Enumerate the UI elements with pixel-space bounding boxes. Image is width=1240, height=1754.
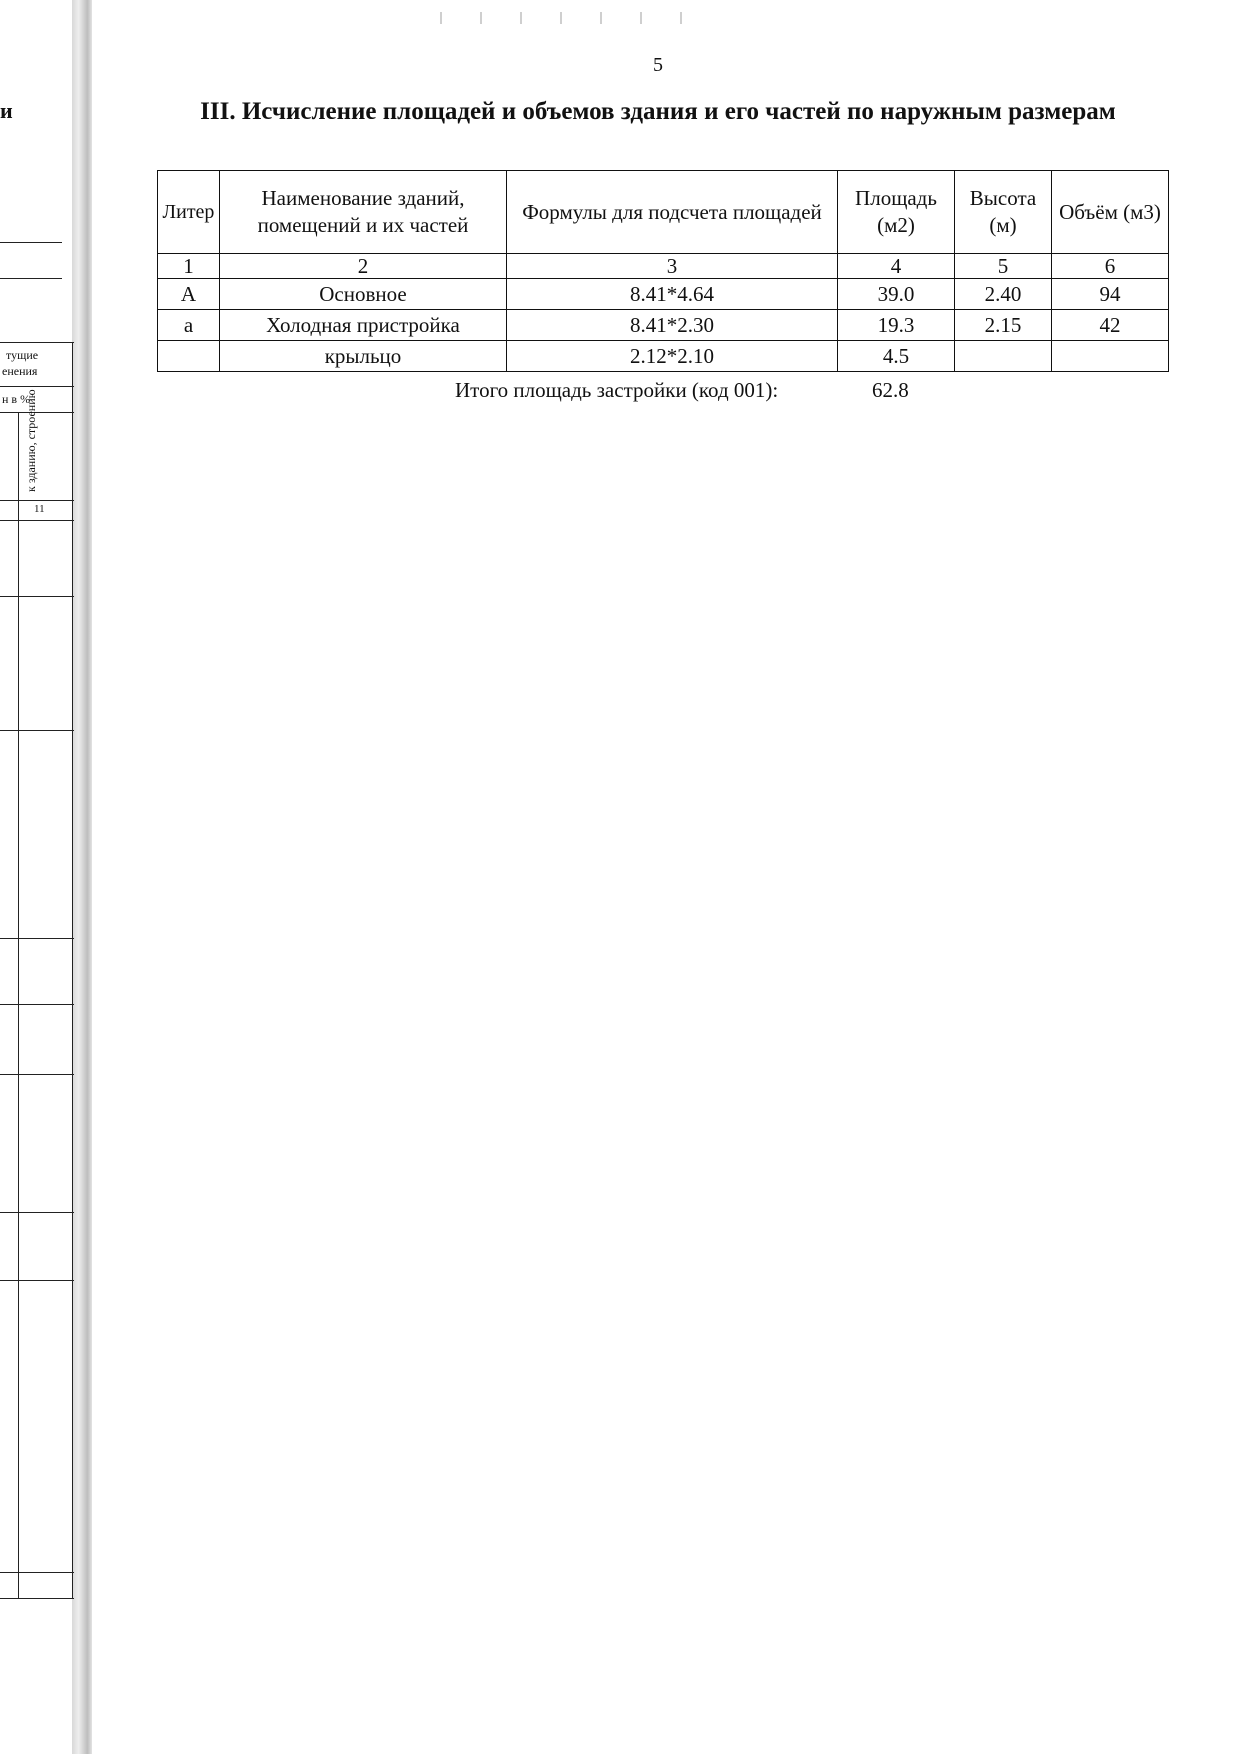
scan-artifacts — [440, 12, 800, 26]
cell-name: крыльцо — [220, 341, 507, 372]
cell-formula: 2.12*2.10 — [507, 341, 838, 372]
column-number: 3 — [507, 254, 838, 279]
cell-area: 39.0 — [838, 279, 955, 310]
strip-table-line — [0, 730, 74, 731]
strip-header-text: енения — [2, 364, 38, 378]
header-name: Наименование зданий, помещений и их частей — [220, 171, 507, 254]
column-number-row — [158, 254, 1169, 279]
page-number: 5 — [653, 54, 663, 76]
header-volume: Объём (м3) — [1052, 171, 1169, 254]
cell-height: 2.40 — [955, 279, 1052, 310]
cell-liter — [158, 341, 220, 372]
header-height: Высота (м) — [955, 171, 1052, 254]
section-title: III. Исчисление площадей и объемов здания и его частей по наружным размерам — [200, 98, 1116, 125]
header-formula: Формулы для подсчета площадей — [507, 171, 838, 254]
strip-table-line — [0, 1004, 74, 1005]
column-number: 1 — [158, 254, 220, 279]
cell-name: Основное — [220, 279, 507, 310]
table-header-row — [158, 171, 1169, 254]
strip-table-line — [0, 386, 74, 387]
page-edge-shadow — [72, 0, 92, 1754]
strip-header-text: н в % — [2, 392, 31, 406]
cell-area: 4.5 — [838, 341, 955, 372]
strip-rotated-label: к зданию, строению — [24, 389, 38, 492]
strip-table-line — [0, 1074, 74, 1075]
strip-col-number: 11 — [34, 503, 45, 515]
cell-volume: 94 — [1052, 279, 1169, 310]
adjacent-page-fragment — [0, 0, 92, 1754]
cell-height — [955, 341, 1052, 372]
strip-table-line — [0, 1572, 74, 1573]
column-number: 2 — [220, 254, 507, 279]
strip-column-line — [18, 412, 19, 1598]
strip-column-line — [72, 342, 73, 1598]
cell-name: Холодная пристройка — [220, 310, 507, 341]
strip-table-line — [0, 596, 74, 597]
cell-height: 2.15 — [955, 310, 1052, 341]
strip-table-line — [0, 1280, 74, 1281]
cell-liter: А — [158, 279, 220, 310]
strip-table-line — [0, 1212, 74, 1213]
header-area: Площадь (м2) — [838, 171, 955, 254]
cell-area: 19.3 — [838, 310, 955, 341]
cell-volume: 42 — [1052, 310, 1169, 341]
total-label: Итого площадь застройки (код 001): — [455, 378, 779, 402]
strip-header-text: тущие — [6, 348, 39, 362]
table-row — [158, 279, 1169, 310]
heading-fragment: и — [0, 98, 13, 123]
strip-table-line — [0, 500, 74, 501]
table-row — [158, 310, 1169, 341]
strip-table-line — [0, 938, 74, 939]
cell-liter: а — [158, 310, 220, 341]
strip-rule — [0, 242, 62, 243]
strip-table-line — [0, 342, 74, 343]
strip-table-line — [0, 520, 74, 521]
area-volume-table — [157, 170, 1169, 372]
column-number: 6 — [1052, 254, 1169, 279]
strip-table-line — [0, 1598, 74, 1599]
table-row — [158, 341, 1169, 372]
column-number: 4 — [838, 254, 955, 279]
column-number: 5 — [955, 254, 1052, 279]
strip-rule — [0, 278, 62, 279]
cell-formula: 8.41*2.30 — [507, 310, 838, 341]
cell-volume — [1052, 341, 1169, 372]
total-value: 62.8 — [872, 378, 909, 402]
cell-formula: 8.41*4.64 — [507, 279, 838, 310]
header-liter: Литер — [158, 171, 220, 254]
